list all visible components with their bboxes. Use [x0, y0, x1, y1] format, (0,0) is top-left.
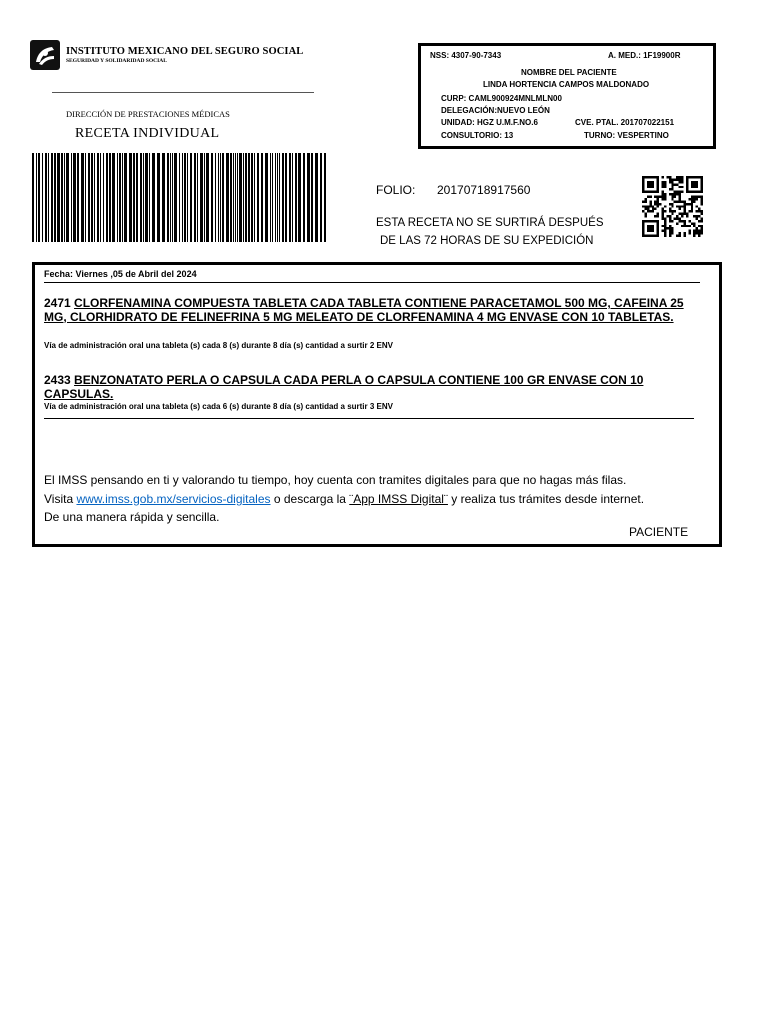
visit-text: Visita: [44, 491, 77, 506]
app-name: ¨App IMSS Digital¨: [349, 491, 448, 506]
medication-instructions: Vía de administración oral una tableta (s) cada 8 (s) durante 8 día (s) cantidad a surtir 2 ENV: [44, 341, 393, 350]
tramites-text: y realiza tus trámites desde internet.: [447, 491, 645, 506]
prescription-date: Fecha: Viernes ,05 de Abril del 2024: [44, 269, 197, 279]
nss: NSS: 4307-90-7343: [430, 51, 502, 60]
expiry-notice-line2: DE LAS 72 HORAS DE SU EXPEDICIÓN: [380, 235, 594, 247]
curp: CURP: CAML900924MNLMLN00: [441, 94, 562, 103]
expiry-notice-line1: ESTA RECETA NO SE SURTIRÁ DESPUÉS: [376, 217, 604, 229]
download-text: o descarga la: [270, 491, 350, 506]
message-line2: [44, 490, 644, 509]
copy-label: PACIENTE: [629, 525, 689, 539]
institute-name: INSTITUTO MEXICANO DEL SEGURO SOCIAL: [66, 46, 304, 57]
imss-digital-message: [44, 471, 644, 527]
medication-description: BENZONATATO PERLA O CAPSULA CADA PERLA O CAPSULA CONTIENE 100 GR ENVASE CON 10 CAPSULAS.: [44, 373, 644, 401]
medication-item: [44, 374, 709, 401]
patient-name-label: NOMBRE DEL PACIENTE: [521, 68, 617, 77]
qr-code: [642, 176, 703, 237]
header-divider: [52, 92, 314, 93]
medication-instructions: Vía de administración oral una tableta (s) cada 6 (s) durante 8 día (s) cantidad a surtir 3 ENV: [44, 402, 393, 411]
delegacion: DELEGACIÓN:NUEVO LEÓN: [441, 106, 550, 115]
folio-label: FOLIO:: [376, 183, 416, 197]
medication-item: [44, 297, 709, 324]
medication-code: 2433: [44, 373, 71, 387]
unidad: UNIDAD: HGZ U.M.F.NO.6: [441, 118, 538, 127]
message-line3: De una manera rápida y sencilla.: [44, 510, 220, 524]
patient-info-box: [418, 43, 716, 149]
date-divider: [44, 282, 700, 283]
medication-divider: [44, 418, 694, 419]
folio-number: 20170718917560: [437, 183, 531, 197]
direccion-label: DIRECCIÓN DE PRESTACIONES MÉDICAS: [66, 109, 230, 119]
medication-code: 2471: [44, 296, 71, 310]
servicios-digitales-link[interactable]: www.imss.gob.mx/servicios-digitales: [76, 491, 271, 506]
consultorio: CONSULTORIO: 13: [441, 131, 514, 140]
patient-name: LINDA HORTENCIA CAMPOS MALDONADO: [483, 80, 650, 89]
document-type: RECETA INDIVIDUAL: [75, 126, 220, 141]
medication-description: CLORFENAMINA COMPUESTA TABLETA CADA TABLETA CONTIENE PARACETAMOL 500 MG, CAFEINA 25 MG, CLORHIDRATO DE FELINEFRINA 5 MG MELEATO DE CLORFENAMINA 4 MG ENVASE CON 10 TABLETAS.: [44, 296, 684, 324]
a-med: A. MED.: 1F19900R: [608, 51, 681, 60]
cve-ptal: CVE. PTAL. 201707022151: [575, 118, 675, 127]
institute-subtitle: SEGURIDAD Y SOLIDARIDAD SOCIAL: [66, 58, 167, 64]
turno: TURNO: VESPERTINO: [584, 131, 669, 140]
message-line1: El IMSS pensando en ti y valorando tu tiempo, hoy cuenta con tramites digitales para que no hagas más filas.: [44, 473, 627, 487]
imss-logo: [30, 40, 60, 70]
barcode: [32, 153, 326, 242]
